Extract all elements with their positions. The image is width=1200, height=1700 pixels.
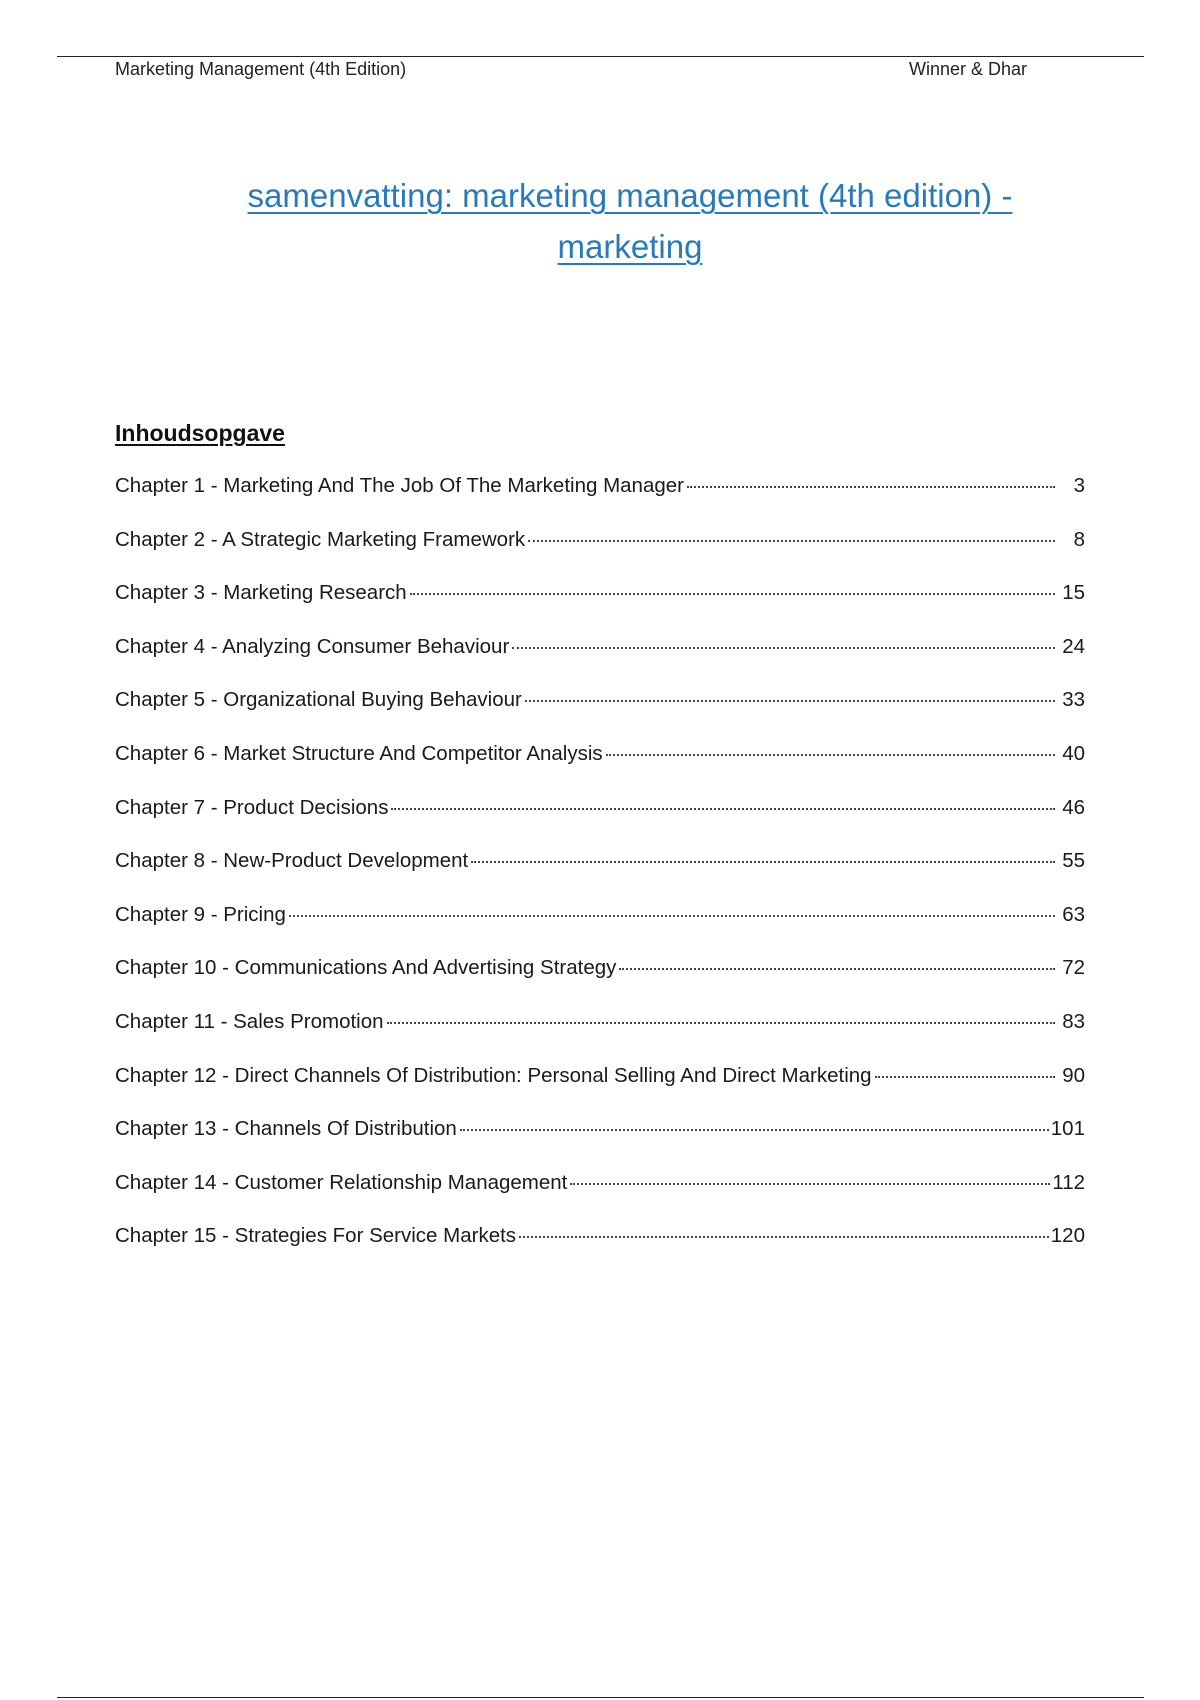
toc-dot-leader: [687, 486, 1055, 488]
toc-dot-leader: [875, 1076, 1055, 1078]
document-title-line-2: marketing: [557, 228, 703, 265]
toc-entry-label: Chapter 1 - Marketing And The Job Of The Marketing Manager: [115, 474, 684, 497]
toc-entry[interactable]: [115, 1171, 1085, 1225]
toc-entry-label: Chapter 2 - A Strategic Marketing Framework: [115, 527, 526, 551]
toc-entry-page-number: 33: [1062, 688, 1085, 712]
toc-entry[interactable]: [115, 688, 1085, 742]
toc-entry[interactable]: [115, 1064, 1085, 1118]
toc-dot-leader: [387, 1022, 1055, 1024]
toc-entry-page-number: 101: [1050, 1117, 1085, 1141]
toc-entry[interactable]: [115, 956, 1085, 1010]
toc-dot-leader: [410, 593, 1055, 595]
toc-entry-label: Chapter 14 - Customer Relationship Management: [115, 1170, 568, 1194]
toc-dot-leader: [391, 808, 1055, 810]
toc-dot-leader: [512, 647, 1055, 649]
toc-entry[interactable]: [115, 474, 1085, 528]
toc-entry-page-number: 3: [1073, 474, 1085, 497]
toc-dot-leader: [525, 700, 1055, 702]
header-book-title: Marketing Management (4th Edition): [115, 58, 407, 79]
toc-entry-label: Chapter 12 - Direct Channels Of Distribution: Personal Selling And Direct Marketing: [115, 1063, 872, 1087]
toc-entry-page-number: 63: [1062, 902, 1085, 926]
toc-entry-page-number: 24: [1062, 634, 1085, 658]
toc-entry-label: Chapter 11 - Sales Promotion: [115, 1009, 384, 1033]
toc-dot-leader: [471, 861, 1055, 863]
toc-entry[interactable]: [115, 1117, 1085, 1171]
toc-entry-page-number: 40: [1062, 741, 1085, 765]
toc-dot-leader: [519, 1236, 1049, 1238]
toc-entry-page-number: 72: [1062, 956, 1085, 980]
toc-entry-page-number: 112: [1052, 1170, 1085, 1194]
toc-dot-leader: [289, 915, 1055, 917]
toc-entry[interactable]: [115, 796, 1085, 850]
table-of-contents: [115, 474, 1085, 1278]
toc-entry-page-number: 90: [1062, 1063, 1085, 1087]
header-authors: Winner & Dhar: [908, 58, 1027, 79]
toc-entry[interactable]: [115, 635, 1085, 689]
document-title-link[interactable]: [230, 170, 1030, 272]
running-header: [115, 57, 1027, 81]
toc-entry-label: Chapter 6 - Market Structure And Competitor Analysis: [115, 741, 603, 765]
toc-entry-page-number: 15: [1062, 581, 1085, 605]
toc-dot-leader: [528, 540, 1055, 542]
toc-dot-leader: [460, 1129, 1049, 1131]
toc-entry-page-number: 83: [1062, 1009, 1085, 1033]
toc-entry-label: Chapter 13 - Channels Of Distribution: [115, 1117, 457, 1141]
toc-entry-label: Chapter 15 - Strategies For Service Markets: [115, 1224, 517, 1248]
toc-entry[interactable]: [115, 1224, 1085, 1278]
toc-dot-leader: [619, 968, 1055, 970]
toc-entry-label: Chapter 4 - Analyzing Consumer Behaviour: [115, 634, 510, 658]
toc-entry-label: Chapter 3 - Marketing Research: [115, 581, 407, 605]
toc-entry-page-number: 55: [1062, 849, 1085, 873]
toc-entry-page-number: 8: [1073, 527, 1085, 551]
toc-heading: Inhoudsopgave: [115, 420, 285, 446]
toc-dot-leader: [570, 1183, 1050, 1185]
toc-entry[interactable]: [115, 903, 1085, 957]
toc-dot-leader: [606, 754, 1055, 756]
toc-entry[interactable]: [115, 742, 1085, 796]
toc-entry[interactable]: [115, 581, 1085, 635]
toc-entry-label: Chapter 7 - Product Decisions: [115, 795, 389, 819]
toc-entry[interactable]: [115, 1010, 1085, 1064]
toc-entry-page-number: 120: [1050, 1224, 1085, 1248]
toc-entry-label: Chapter 10 - Communications And Advertising Strategy: [115, 956, 617, 980]
document-title-line-1: samenvatting: marketing management (4th edition) -: [247, 177, 1013, 214]
toc-entry[interactable]: [115, 528, 1085, 582]
toc-entry-page-number: 46: [1062, 795, 1085, 819]
toc-entry-label: Chapter 9 - Pricing: [115, 902, 286, 926]
toc-entry[interactable]: [115, 849, 1085, 903]
footer-rule: [57, 1697, 1144, 1698]
toc-entry-label: Chapter 5 - Organizational Buying Behaviour: [115, 688, 522, 712]
toc-entry-label: Chapter 8 - New-Product Development: [115, 849, 469, 873]
